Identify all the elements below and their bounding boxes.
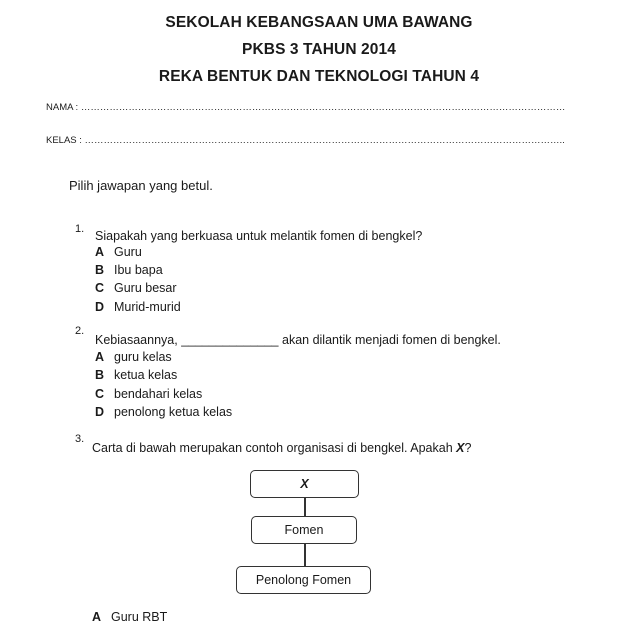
question-2-number: 2. xyxy=(75,325,85,337)
q2-option-b: B ketua kelas xyxy=(95,368,178,382)
question-2-text: Kebiasaannya, ______________ akan dilantik menjadi fomen di bengkel. xyxy=(95,333,501,347)
chart-box-penolong-fomen: Penolong Fomen xyxy=(236,566,371,594)
chart-connector xyxy=(304,498,306,516)
school-name: SEKOLAH KEBANGSAAN UMA BAWANG xyxy=(165,14,473,31)
chart-connector xyxy=(304,544,306,566)
q1-option-c: C Guru besar xyxy=(95,281,177,295)
chart-box-x: X xyxy=(250,470,359,498)
chart-box-fomen: Fomen xyxy=(251,516,357,544)
subject-title: REKA BENTUK DAN TEKNOLOGI TAHUN 4 xyxy=(158,68,480,85)
kelas-field: KELAS : …………………………………………………………………………………………………………………………………….. xyxy=(46,135,565,146)
answer-blank: ______________ xyxy=(181,333,279,347)
variable-x: X xyxy=(456,441,465,455)
q2-option-c: C bendahari kelas xyxy=(95,387,203,401)
question-1-text: Siapakah yang berkuasa untuk melantik fomen di bengkel? xyxy=(95,229,423,243)
q1-option-a: A Guru xyxy=(95,245,142,259)
q2-option-a: A guru kelas xyxy=(95,350,172,364)
question-3-text: Carta di bawah merupakan contoh organisasi di bengkel. Apakah X? xyxy=(92,441,472,455)
q2-option-d: D penolong ketua kelas xyxy=(95,405,233,419)
q3-option-a: A Guru RBT xyxy=(92,610,168,624)
q1-option-b: B Ibu bapa xyxy=(95,263,163,277)
q1-option-d: D Murid-murid xyxy=(95,300,181,314)
exam-title: PKBS 3 TAHUN 2014 xyxy=(242,41,396,58)
nama-field: NAMA : ……………………………………………………………………………………………………………………………………… xyxy=(46,102,566,113)
question-1-number: 1. xyxy=(75,223,85,235)
instruction: Pilih jawapan yang betul. xyxy=(69,178,213,193)
question-3-number: 3. xyxy=(75,433,85,445)
